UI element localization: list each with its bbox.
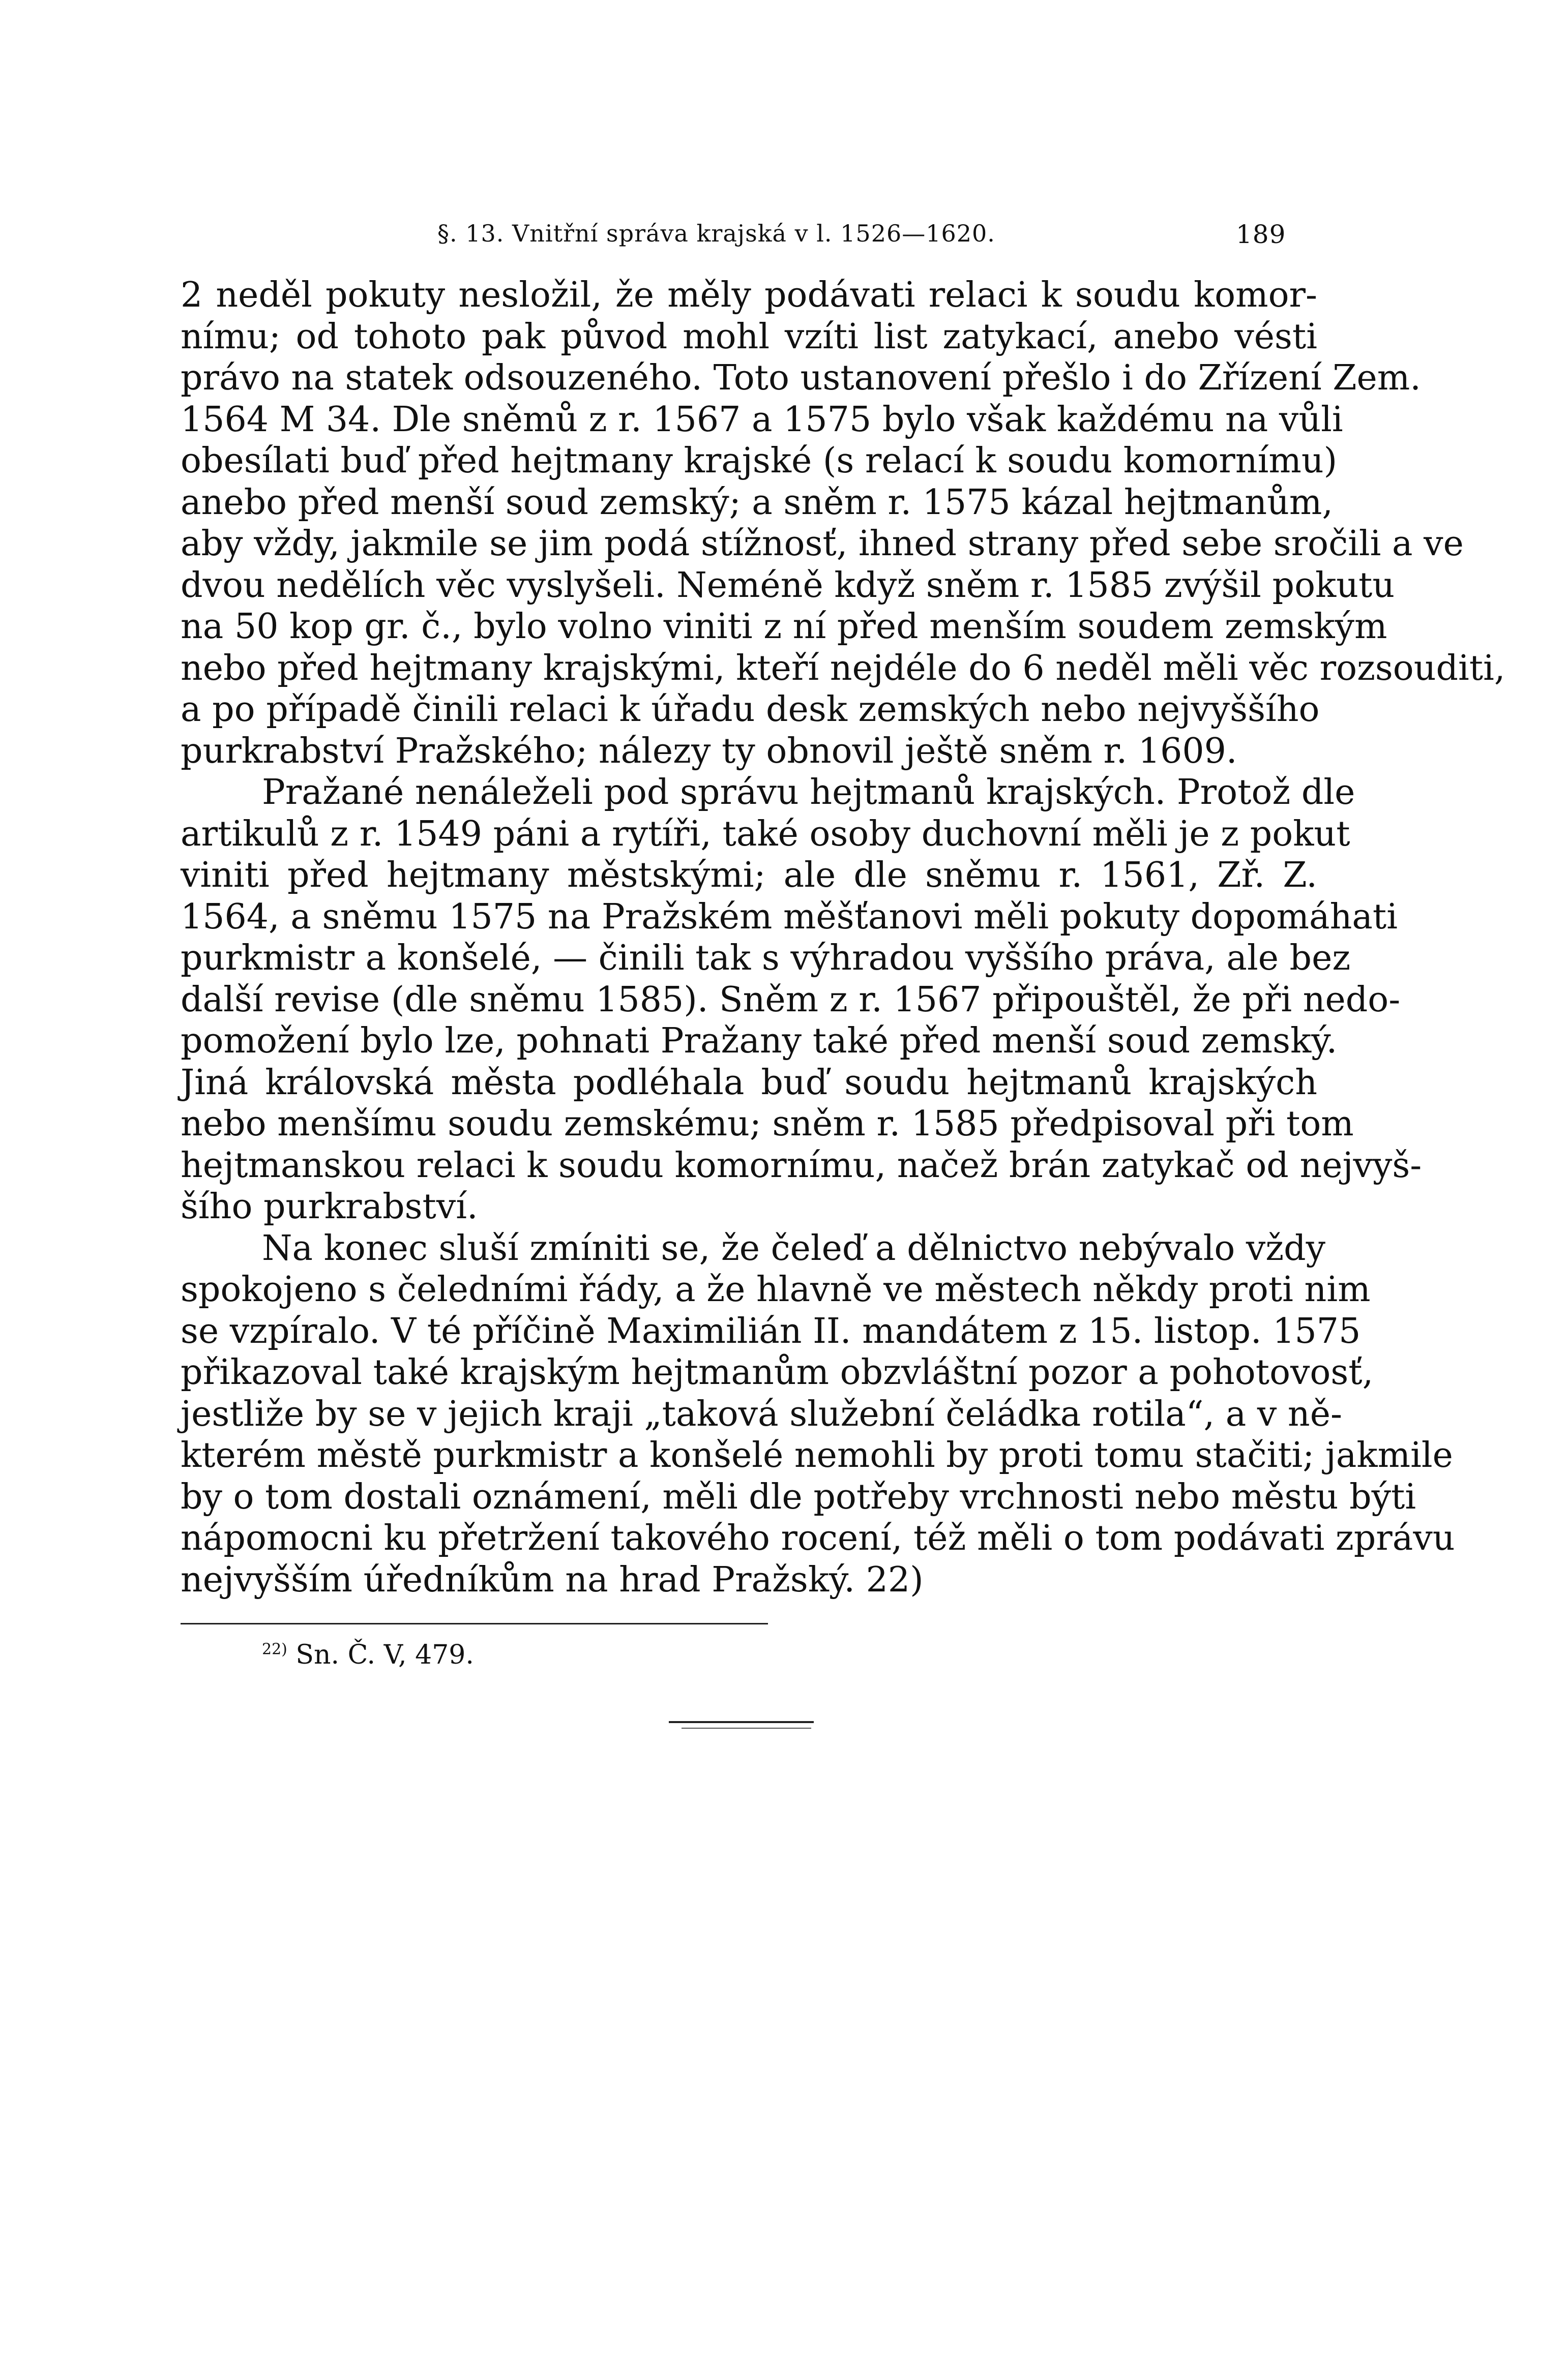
text-line: 1564 M 34. Dle sněmů z r. 1567 a 1575 bylo však každému na vůli [181,399,1343,440]
text-line: obesílati buď před hejtmany krajské (s relací k soudu komornímu) [181,441,1338,481]
text-line: na 50 kop gr. č., bylo volno viniti z ní před menším soudem zemským [181,607,1387,647]
end-rule-secondary [682,1728,811,1729]
text-line: hejtmanskou relaci k soudu komornímu, načež brán zatykač od nejvyš- [181,1145,1422,1186]
text-line: nímu; od tohoto pak původ mohl vzíti list zatykací, anebo vésti [181,316,1317,357]
text-line: pomožení bylo lze, pohnati Pražany také před menší soud zemský. [181,1021,1338,1061]
text-line: dvou nedělích věc vyslyšeli. Neméně když sněm r. 1585 zvýšil pokutu [181,565,1395,606]
text-line: nebo menšímu soudu zemskému; sněm r. 1585 předpisoval při tom [181,1104,1354,1144]
text-line: spokojeno s čeledními řády, a že hlavně ve městech někdy proti nim [181,1270,1371,1310]
text-line: právo na statek odsouzeného. Toto ustanovení přešlo i do Zřízení Zem. [181,358,1421,398]
text-line: purkmistr a konšelé, — činili tak s výhradou vyššího práva, ale bez [181,938,1351,978]
footnote-text: Sn. Č. V, 479. [295,1640,474,1670]
text-line: aby vždy, jakmile se jim podá stížnosť, ihned strany před sebe sročili a ve [181,524,1464,564]
text-line: purkrabství Pražského; nálezy ty obnovil ještě sněm r. 1609. [181,731,1237,771]
page-number: 189 [1236,220,1286,249]
running-title: §. 13. Vnitřní správa krajská v l. 1526—1620. [437,220,995,247]
text-line: viniti před hejtmany městskými; ale dle sněmu r. 1561, Zř. Z. [181,855,1317,895]
end-rule [669,1721,814,1723]
text-line: artikulů z r. 1549 páni a rytíři, také osoby duchovní měli je z pokut [181,814,1350,854]
main-text [181,275,1505,1601]
paragraph-start-line: Na konec sluší zmíniti se, že čeleď a dělnictvo nebývalo vždy [262,1228,1326,1269]
footnote-separator [181,1623,768,1624]
footnote [262,1640,474,1670]
text-line: 1564, a sněmu 1575 na Pražském měšťanovi měli pokuty dopomáhati [181,896,1398,937]
text-line: Jiná královská města podléhala buď soudu hejtmanů krajských [181,1062,1317,1103]
text-line: nejvyšším úředníkům na hrad Pražský. 22) [181,1559,924,1600]
text-line: šího purkrabství. [181,1187,478,1227]
text-line: nebo před hejtmany krajskými, kteří nejdéle do 6 neděl měli věc rozsouditi, [181,648,1505,688]
text-line: anebo před menší soud zemský; a sněm r. 1575 kázal hejtmanům, [181,482,1333,523]
text-line: 2 neděl pokuty nesložil, že měly podávati relaci k soudu komor- [181,275,1317,315]
text-line: jestliže by se v jejich kraji „taková služební čeládka rotila“, a v ně- [181,1394,1342,1434]
text-line: se vzpíralo. V té příčině Maximilián II. mandátem z 15. listop. 1575 [181,1311,1361,1351]
text-line: nápomocni ku přetržení takového rocení, též měli o tom podávati zprávu [181,1518,1455,1558]
text-line: by o tom dostali oznámení, měli dle potřeby vrchnosti nebo městu býti [181,1477,1416,1517]
text-line: kterém městě purkmistr a konšelé nemohli by proti tomu stačiti; jakmile [181,1435,1453,1475]
text-line: přikazoval také krajským hejtmanům obzvláštní pozor a pohotovosť, [181,1352,1374,1393]
paragraph-start-line: Pražané nenáleželi pod správu hejtmanů krajských. Protož dle [262,772,1355,812]
text-line: a po případě činili relaci k úřadu desk zemských nebo nejvyššího [181,689,1320,730]
text-line: další revise (dle sněmu 1585). Sněm z r. 1567 připouštěl, že při nedo- [181,979,1401,1020]
footnote-marker: 22) [262,1640,287,1659]
